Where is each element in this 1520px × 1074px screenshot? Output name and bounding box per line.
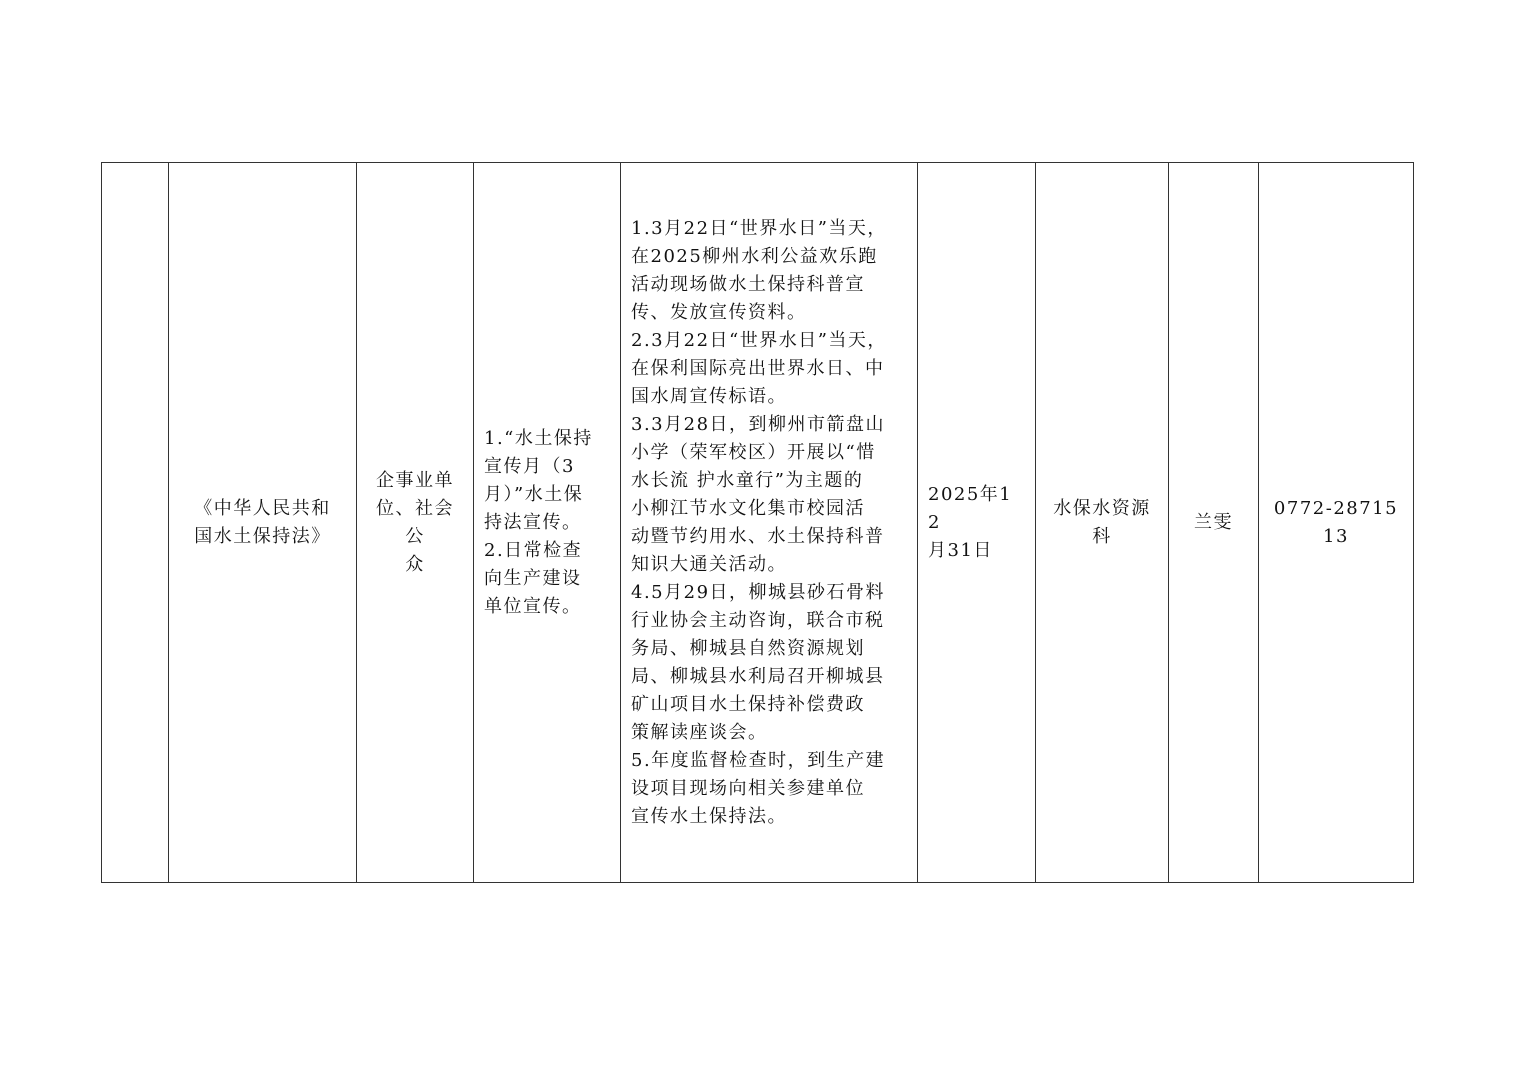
contact-phone-cell: 0772-2871513 [1259, 163, 1414, 883]
index-cell [102, 163, 169, 883]
publicity-method-cell [474, 163, 621, 883]
measures-line: 设项目现场向相关参建单位 [631, 777, 865, 799]
measures-line: 在2025柳州水利公益欢乐跑 [631, 245, 878, 267]
department-cell [1036, 163, 1169, 883]
measures-line: 活动现场做水土保持科普宣 [631, 273, 865, 295]
measures-line: 动暨节约用水、水土保持科普 [631, 525, 885, 547]
target-line: 企事业单 [376, 469, 454, 491]
measures-cell [621, 163, 918, 883]
deadline-cell [918, 163, 1036, 883]
target-audience-cell [357, 163, 474, 883]
law-publicity-table [101, 162, 1414, 883]
measures-line: 小学（荣军校区）开展以“惜 [631, 441, 876, 463]
law-name-line: 《中华人民共和 [194, 497, 331, 519]
department-line: 科 [1092, 525, 1112, 547]
measures-line: 在保利国际亮出世界水日、中 [631, 357, 885, 379]
method-line: 向生产建设 [484, 567, 582, 589]
method-line: 单位宣传。 [484, 595, 582, 617]
measures-line: 局、柳城县水利局召开柳城县 [631, 665, 885, 687]
table-row [102, 163, 1414, 883]
measures-line: 5.年度监督检查时，到生产建 [631, 749, 886, 771]
measures-line: 策解读座谈会。 [631, 721, 768, 743]
measures-line: 水长流 护水童行”为主题的 [631, 469, 864, 491]
measures-line: 国水周宣传标语。 [631, 385, 787, 407]
measures-line: 1.3月22日“世界水日”当天， [631, 217, 887, 239]
contact-person-cell: 兰雯 [1169, 163, 1259, 883]
measures-line: 务局、柳城县自然资源规划 [631, 637, 865, 659]
department-line: 水保水资源 [1053, 497, 1151, 519]
measures-line: 知识大通关活动。 [631, 553, 787, 575]
method-line: 1.“水土保持 [484, 427, 593, 449]
measures-line: 行业协会主动咨询，联合市税 [631, 609, 885, 631]
method-line: 月）”水土保 [484, 483, 584, 505]
target-line: 位、社会公 [376, 497, 454, 547]
law-name-cell [169, 163, 357, 883]
measures-line: 矿山项目水土保持补偿费政 [631, 693, 865, 715]
measures-line: 4.5月29日，柳城县砂石骨料 [631, 581, 886, 603]
law-name-line: 国水土保持法》 [194, 525, 331, 547]
measures-line: 3.3月28日，到柳州市箭盘山 [631, 413, 886, 435]
method-line: 宣传月（3 [484, 455, 575, 477]
measures-line: 小柳江节水文化集市校园活 [631, 497, 865, 519]
measures-line: 2.3月22日“世界水日”当天， [631, 329, 887, 351]
deadline-line: 月31日 [928, 539, 993, 561]
target-line: 众 [405, 553, 425, 575]
measures-line: 传、发放宣传资料。 [631, 301, 807, 323]
method-line: 持法宣传。 [484, 511, 582, 533]
measures-line: 宣传水土保持法。 [631, 805, 787, 827]
deadline-line: 2025年12 [928, 483, 1013, 533]
method-line: 2.日常检查 [484, 539, 583, 561]
